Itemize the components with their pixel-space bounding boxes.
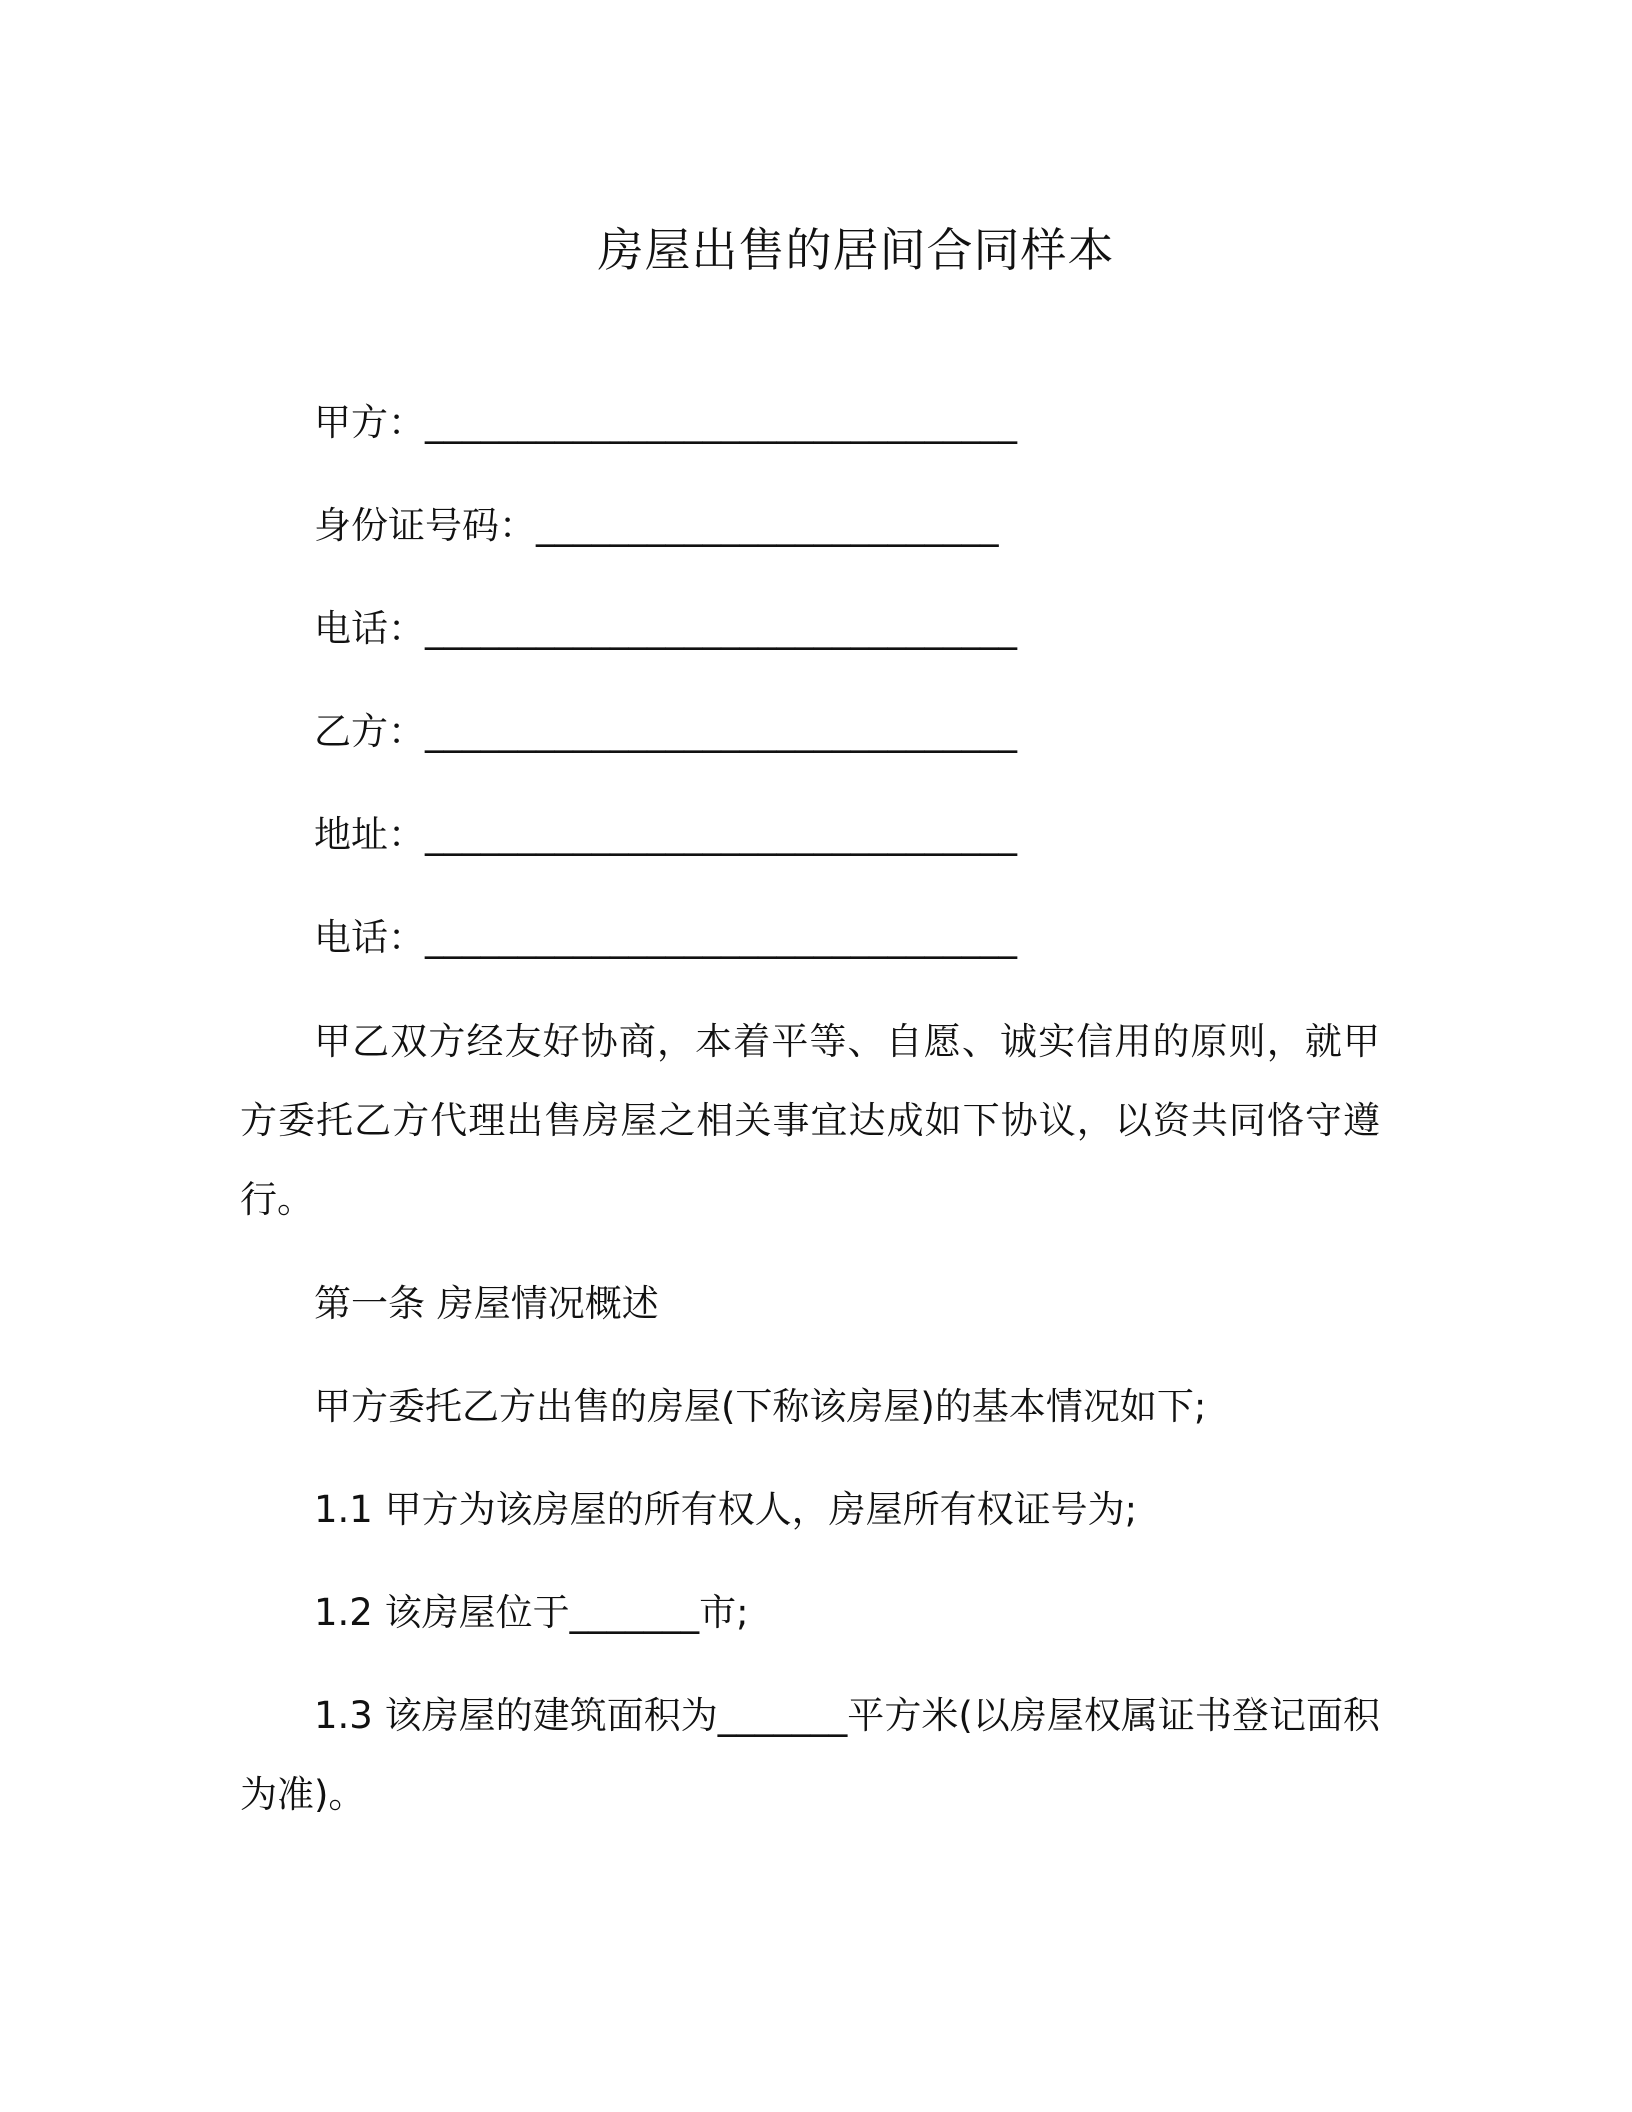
item-1-3: 1.3 该房屋的建筑面积为_______平方米(以房屋权属证书登记面积为准)。: [240, 1694, 1380, 1816]
article-1-intro: 甲方委托乙方出售的房屋(下称该房屋)的基本情况如下;: [314, 1385, 1207, 1428]
phone-b-blank[interactable]: ________________________________: [425, 916, 1017, 959]
id-number-field: [314, 500, 999, 552]
party-b-blank[interactable]: ________________________________: [425, 710, 1017, 753]
party-b-field: [314, 706, 1017, 758]
article-1-heading: 第一条 房屋情况概述: [314, 1282, 659, 1325]
phone-a-field: [314, 603, 1017, 655]
intro-paragraph: 甲乙双方经友好协商，本着平等、自愿、诚实信用的原则，就甲方委托乙方代理出售房屋之相关事宜达成如下协议，以资共同恪守遵行。: [240, 1020, 1380, 1221]
id-number-label: 身份证号码：: [314, 504, 536, 547]
document-title: 房屋出售的居间合同样本: [597, 223, 1115, 277]
phone-b-field: [314, 912, 1017, 964]
phone-a-blank[interactable]: ________________________________: [425, 607, 1017, 650]
address-label: 地址：: [314, 813, 425, 856]
phone-a-label: 电话：: [314, 607, 425, 650]
address-blank[interactable]: ________________________________: [425, 813, 1017, 856]
id-number-blank[interactable]: _________________________: [536, 504, 999, 547]
item-1-1: 1.1 甲方为该房屋的所有权人，房屋所有权证号为;: [314, 1488, 1138, 1531]
party-b-label: 乙方：: [314, 710, 425, 753]
party-a-label: 甲方：: [314, 401, 425, 444]
party-a-field: [314, 397, 1017, 449]
item-1-2: 1.2 该房屋位于_______市;: [314, 1591, 749, 1634]
phone-b-label: 电话：: [314, 916, 425, 959]
party-a-blank[interactable]: ________________________________: [425, 401, 1017, 444]
address-field: [314, 809, 1017, 861]
